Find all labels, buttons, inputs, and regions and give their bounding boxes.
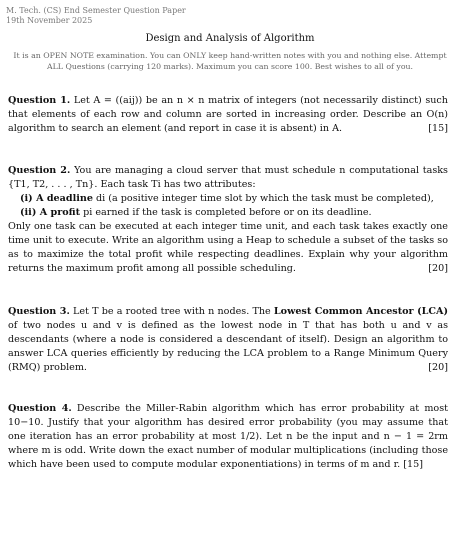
- exam-header: [6, 6, 186, 26]
- question-2-attribute-list: [8, 192, 448, 220]
- question-2-text-b: Only one task can be executed at each integer time unit, and each task takes exactly one time unit to execute. Write an algorithm using a Heap to schedule a subset of the tasks so as to maximize the total profit while respecting deadlines. Explain why your algorithm returns the maximum profit among all possible scheduling.: [8, 221, 448, 274]
- question-2: [8, 164, 448, 276]
- exam-instructions: It is an OPEN NOTE examination. You can ONLY keep hand-written notes with you and nothing else. Attempt ALL Questions (carrying 120 marks). Maximum you can score 100. Best wishes to all of you.: [13, 51, 447, 71]
- course-line: M. Tech. (CS) End Semester Question Paper: [6, 6, 186, 15]
- question-3-marks: [20]: [428, 362, 448, 373]
- question-4-marks: [15]: [403, 459, 423, 470]
- question-2-text-a: You are managing a cloud server that must schedule n computational tasks {T1, T2, . . . , Tn}. Each task Ti has two attributes:: [8, 165, 448, 190]
- date-line: 19th November 2025: [6, 16, 93, 25]
- question-2-marks: [20]: [428, 263, 448, 274]
- question-3-label: Question 3.: [8, 306, 70, 317]
- question-2-item-1: (i) A deadline di (a positive integer time slot by which the task must be completed),: [20, 193, 434, 204]
- question-3-text-b: of two nodes u and v is defined as the lowest node in T that has both u and v as descendants (where a node is considered a descendant of itself). Design an algorithm to answer LCA queries efficiently by reducing the LCA problem to a Range Minimum Query (RMQ) problem.: [8, 320, 448, 373]
- question-4: [8, 402, 448, 472]
- page-title: Design and Analysis of Algorithm: [145, 33, 315, 44]
- question-1-text: Let A = ((aij)) be an n × n matrix of integers (not necessarily distinct) such that elements of each row and column are sorted in increasing order. Describe an O(n) algorithm to search an element (and report in case it is absent) in A.: [8, 95, 448, 134]
- question-4-text: Describe the Miller-Rabin algorithm which has error probability at most 10−10. Justify that your algorithm has desired error probability (you may assume that one iteration has an error probability at most 1/2). Let n be the input and n − 1 = 2rm where m is odd. Write down the exact number of modular multiplications (including those which have been used to compute modular exponentiations) in terms of m and r.: [8, 403, 448, 470]
- question-3: [8, 305, 448, 375]
- question-1-label: Question 1.: [8, 95, 71, 106]
- question-1: [8, 94, 448, 136]
- question-1-marks: [15]: [428, 123, 448, 134]
- question-3-bold-term: Lowest Common Ancestor (LCA): [273, 306, 448, 317]
- question-2-label: Question 2.: [8, 165, 71, 176]
- question-2-item-2: (ii) A profit pi earned if the task is completed before or on its deadline.: [20, 207, 372, 218]
- question-3-text-a: Let T be a rooted tree with n nodes. The: [73, 306, 271, 317]
- question-4-label: Question 4.: [8, 403, 72, 414]
